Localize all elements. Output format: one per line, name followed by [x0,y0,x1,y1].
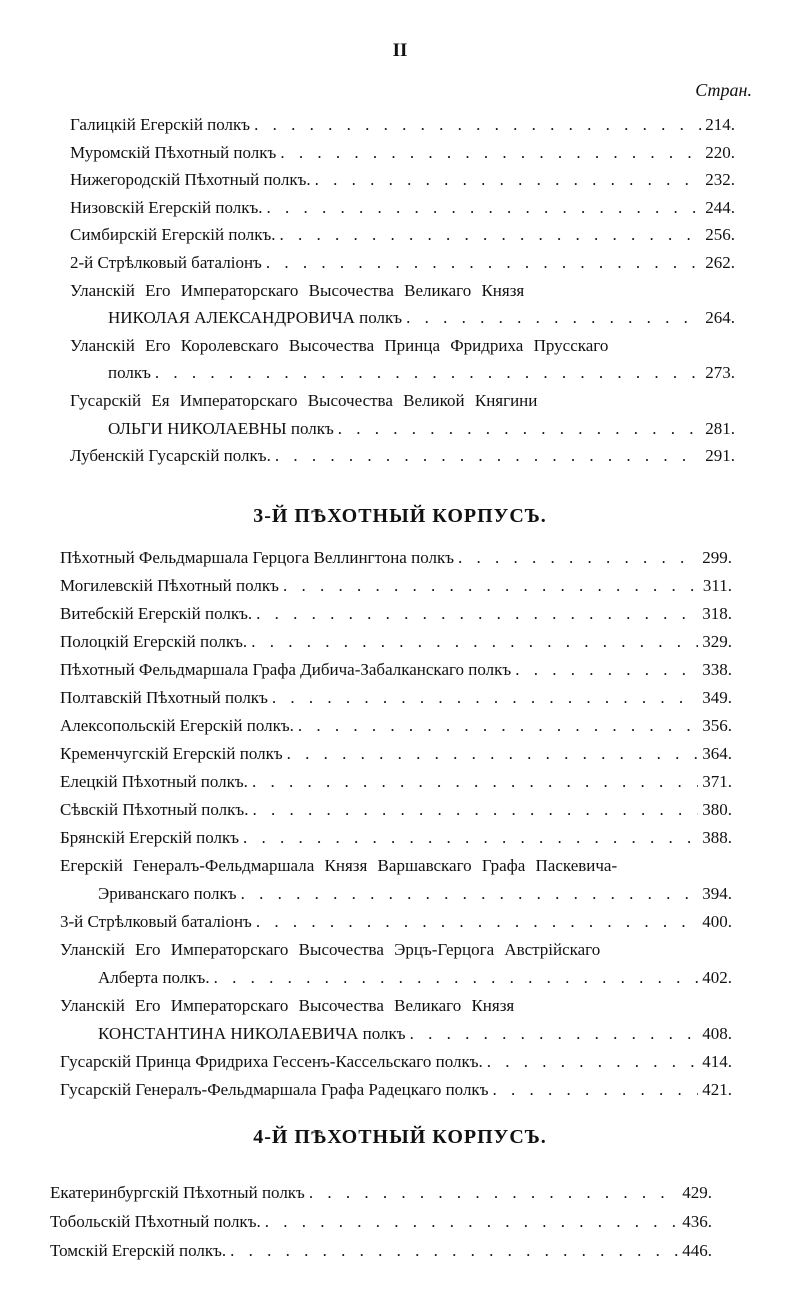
entry-page-number: 273. [705,363,735,383]
entry-page-number: 214. [705,115,735,134]
dot-leader [280,221,702,249]
entry-title: Полоцкій Егерскій полкъ. [60,632,248,651]
dot-leader [251,628,698,656]
toc-entry [70,359,735,387]
toc-entry [70,442,735,470]
toc-entry [50,1178,712,1207]
entry-title: Симбирскій Егерскій полкъ. [70,225,276,245]
toc-entry [60,880,732,908]
entry-page-number: 262. [705,252,735,272]
page-column-header: Стран. [695,80,752,100]
dot-leader [252,796,698,824]
entry-page-number: 400. [702,912,732,931]
entry-title: Галицкій Егерскій полкъ [70,115,251,134]
entry-title: Лубенскій Гусарскій полкъ. [70,446,271,466]
toc-section-3rd-corps [60,544,732,1104]
section-heading-3rd-corps: 3-Й ПѢХОТНЫЙ КОРПУСЪ. [253,505,547,527]
entry-title: Егерскій Генералъ-Фельдмаршала Князя Варшавскаго Графа Паскевича- [60,856,618,875]
entry-title: Кременчугскій Егерскій полкъ [60,744,283,763]
dot-leader [267,194,702,222]
dot-leader [256,600,698,628]
entry-page-number: 394. [702,884,732,903]
dot-leader [230,1236,678,1265]
entry-page-number: 356. [702,716,732,735]
toc-entry [60,1020,732,1048]
dot-leader [265,1207,679,1236]
dot-leader [254,111,701,139]
toc-entry [70,304,735,332]
entry-page-number: 232. [705,170,735,190]
entry-page-number: 329. [702,632,732,651]
entry-title: Витебскій Егерскій полкъ. [60,604,253,623]
entry-title: Полтавскій Пѣхотный полкъ [60,688,268,707]
entry-title: Томскій Егерскій полкъ. [50,1241,227,1260]
dot-leader [515,656,698,684]
toc-entry [70,249,735,277]
dot-leader [272,684,698,712]
entry-page-number: 349. [702,688,732,707]
entry-title: Тобольскій Пѣхотный полкъ. [50,1212,261,1231]
dot-leader [406,304,701,332]
entry-page-number: 264. [705,308,735,328]
toc-entry [60,544,732,572]
entry-title: Пѣхотный Фельдмаршала Герцога Веллингтона полкъ [60,548,455,567]
toc-section-4th-corps [50,1178,712,1265]
toc-entry [60,684,732,712]
dot-leader [309,1178,678,1207]
entry-title: Гусарскій Принца Фридриха Гессенъ-Кассельскаго полкъ. [60,1052,483,1071]
entry-title: Уланскій Его Императорскаго Высочества Великаго Князя [70,280,525,300]
toc-entry-line [70,387,735,415]
entry-title: Нижегородскій Пѣхотный полкъ. [70,170,311,190]
dot-leader [487,1048,698,1076]
entry-title: Алберта полкъ. [98,968,210,987]
entry-page-number: 380. [702,800,732,819]
entry-title: 2-й Стрѣлковый баталіонъ [70,252,262,272]
entry-title: Уланскій Его Императорскаго Высочества Эрцъ-Герцога Австрійскаго [60,940,601,959]
dot-leader [338,415,701,443]
toc-entry [60,740,732,768]
entry-title: Низовскій Егерскій полкъ. [70,197,263,217]
toc-entry [60,572,732,600]
toc-entry [70,194,735,222]
toc-entry [70,139,735,167]
dot-leader [252,768,698,796]
toc-entry [60,796,732,824]
entry-title: Уланскій Его Императорскаго Высочества Великаго Князя [60,996,515,1015]
entry-title: Екатеринбургскій Пѣхотный полкъ [50,1183,305,1202]
toc-section-1 [70,111,735,470]
toc-entry [60,768,732,796]
entry-title: Эриванскаго полкъ [98,884,237,903]
entry-page-number: 402. [702,968,732,987]
toc-entry [50,1207,712,1236]
entry-title: КОНСТАНТИНА НИКОЛАЕВИЧА полкъ [98,1024,406,1043]
entry-title: Пѣхотный Фельдмаршала Графа Дибича-Забалканскаго полкъ [60,660,512,679]
dot-leader [280,139,701,167]
entry-page-number: 311. [702,576,732,595]
entry-title: ОЛЬГИ НИКОЛАЕВНЫ полкъ [108,418,334,438]
dot-leader [214,964,699,992]
entry-page-number: 299. [702,548,732,567]
toc-entry [60,824,732,852]
toc-entry [60,712,732,740]
entry-page-number: 318. [702,604,732,623]
dot-leader [155,359,701,387]
entry-page-number: 414. [702,1052,732,1071]
entry-page-number: 436. [682,1212,712,1231]
entry-page-number: 408. [702,1024,732,1043]
entry-page-number: 371. [702,772,732,791]
dot-leader [256,908,698,936]
entry-page-number: 291. [705,446,735,466]
toc-entry [70,111,735,139]
entry-title: Алексопольскій Егерскій полкъ. [60,716,294,735]
entry-title: Брянскій Егерскій полкъ [60,828,240,847]
dot-leader [283,572,699,600]
section-heading-4th-corps: 4-Й ПѢХОТНЫЙ КОРПУСЪ. [253,1126,547,1148]
entry-title: Елецкій Пѣхотный полкъ. [60,772,248,791]
toc-entry [70,221,735,249]
toc-entry-line [60,936,732,964]
entry-title: Сѣвскій Пѣхотный полкъ. [60,800,249,819]
toc-entry [70,166,735,194]
entry-title: полкъ [108,363,151,383]
dot-leader [298,712,698,740]
entry-title: Муромскій Пѣхотный полкъ [70,142,277,162]
toc-entry-line [70,332,735,360]
dot-leader [241,880,699,908]
entry-page-number: 446. [682,1241,712,1260]
entry-page-number: 220. [705,142,735,162]
entry-title: Гусарскій Генералъ-Фельдмаршала Графа Радецкаго полкъ [60,1080,489,1099]
entry-page-number: 281. [705,418,735,438]
toc-entry [50,1236,712,1265]
page-number: II [392,40,408,61]
entry-page-number: 338. [702,660,732,679]
entry-title: Могилевскій Пѣхотный полкъ [60,576,279,595]
toc-entry [60,628,732,656]
entry-page-number: 421. [702,1080,732,1099]
dot-leader [315,166,702,194]
dot-leader [492,1076,698,1104]
entry-page-number: 256. [705,225,735,245]
entry-page-number: 388. [702,828,732,847]
entry-title: НИКОЛАЯ АЛЕКСАНДРОВИЧА полкъ [108,308,403,328]
entry-title: Уланскій Его Королевскаго Высочества Принца Фридриха Прусскаго [70,335,609,355]
dot-leader [266,249,701,277]
dot-leader [410,1020,699,1048]
toc-entry-line [60,852,732,880]
toc-entry [60,1076,732,1104]
dot-leader [287,740,699,768]
toc-entry [60,600,732,628]
dot-leader [243,824,698,852]
toc-entry [60,964,732,992]
toc-entry [60,656,732,684]
toc-entry [60,908,732,936]
toc-entry-line [70,277,735,305]
toc-entry [60,1048,732,1076]
toc-entry-line [60,992,732,1020]
dot-leader [458,544,698,572]
toc-entry [70,415,735,443]
entry-title: 3-й Стрѣлковый баталіонъ [60,912,252,931]
entry-page-number: 429. [682,1183,712,1202]
dot-leader [275,442,701,470]
entry-page-number: 364. [702,744,732,763]
entry-page-number: 244. [705,197,735,217]
entry-title: Гусарскій Ея Императорскаго Высочества Великой Княгини [70,390,538,410]
